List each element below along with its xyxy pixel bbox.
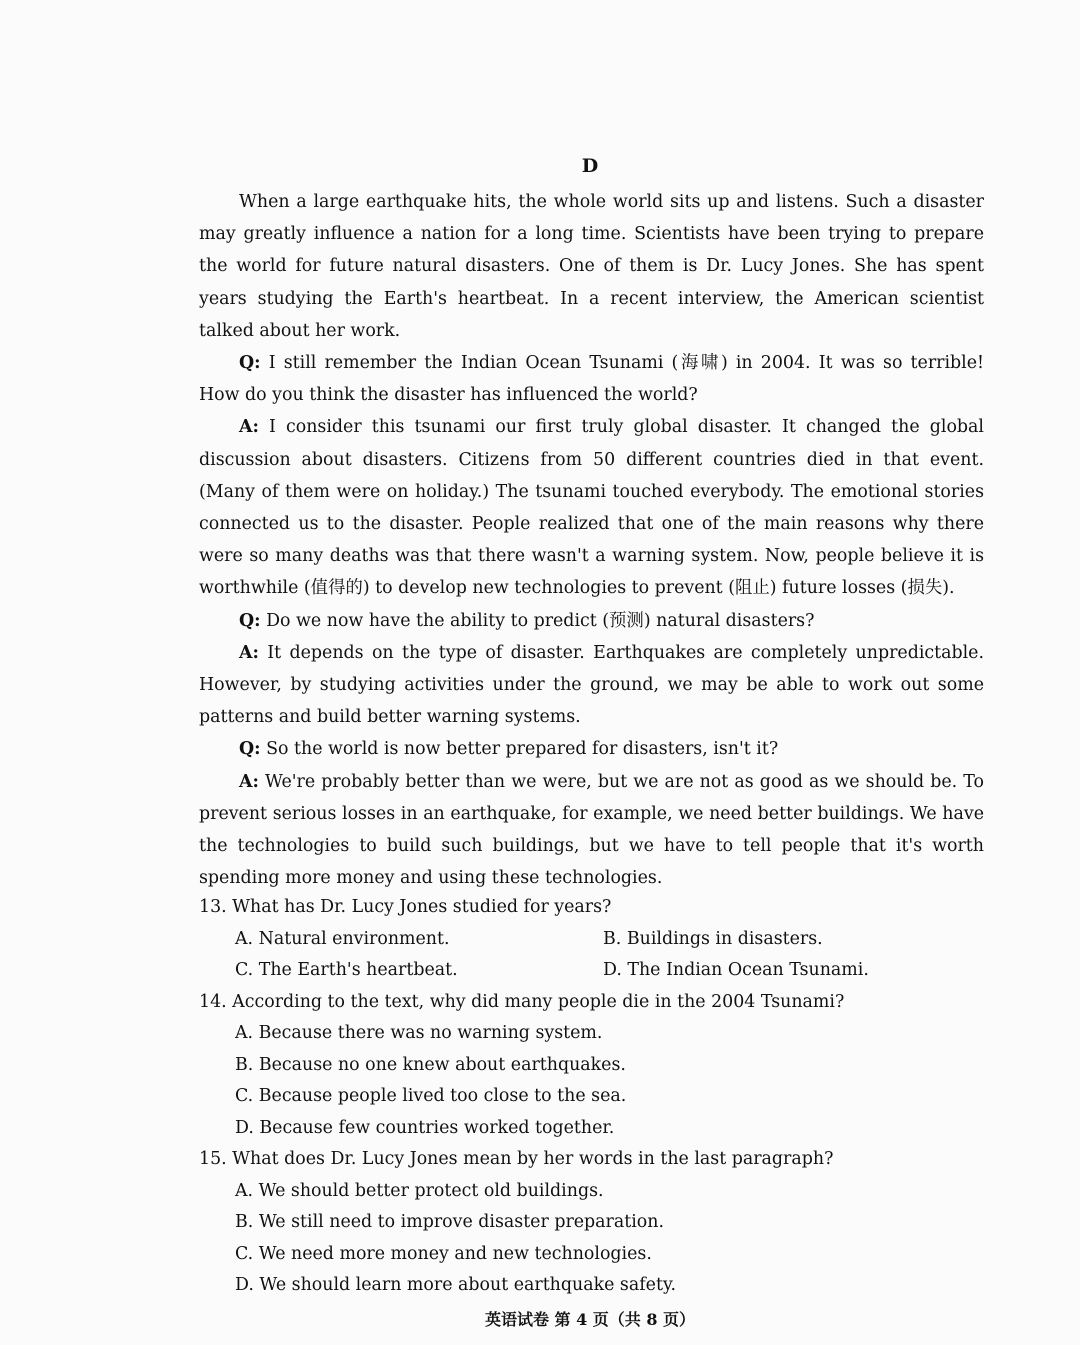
- option-d: D. The Indian Ocean Tsunami.: [603, 960, 869, 980]
- option-c: C. Because people lived too close to the sea.: [235, 1086, 627, 1106]
- option-c: C. The Earth's heartbeat.: [235, 960, 458, 980]
- dialogue-text: We're probably better than we were, but we are not as good as we should be. To prevent serious losses in an earthquake, for example, we need better buildings. We have the technologies to build such buildings, but we have to tell people that it's worth spending more money and using these technologies.: [199, 771, 984, 889]
- speaker-label: A:: [239, 417, 259, 438]
- dialogue-question: [199, 605, 984, 637]
- option-a: A. Natural environment.: [235, 928, 450, 949]
- question-14: [199, 987, 984, 1145]
- section-title: D: [581, 155, 599, 177]
- dialogue-answer: [199, 766, 984, 895]
- option-a: A. We should better protect old buildings.: [235, 1180, 604, 1201]
- option-list: [199, 1018, 984, 1144]
- dialogue-answer: [199, 637, 984, 734]
- dialogue-text: I consider this tsunami our first truly global disaster. It changed the global discussion about disasters. Citizens from 50 different countries died in that event. (Many of them were on holiday.) The tsunami touched everybody. The emotional stories connected us to the disaster. People realized that one of the main reasons why there were so many deaths was that there wasn't a warning system. Now, people believe it is worthwhile (值得的) to develop new technologies to prevent (阻止) future losses (损失).: [199, 417, 984, 599]
- page-footer: 英语试卷 第 4 页（共 8 页）: [484, 1310, 696, 1329]
- question-13: [199, 892, 984, 987]
- speaker-label: A:: [239, 771, 259, 792]
- option-b: B. We still need to improve disaster preparation.: [235, 1212, 664, 1232]
- speaker-label: Q:: [239, 610, 261, 631]
- question-list: [199, 892, 984, 1302]
- option-d: D. Because few countries worked together.: [235, 1117, 615, 1138]
- speaker-label: Q:: [239, 353, 261, 374]
- speaker-label: A:: [239, 642, 259, 663]
- option-list: [199, 1176, 984, 1302]
- option-a: A. Because there was no warning system.: [235, 1023, 603, 1043]
- option-b: B. Buildings in disasters.: [603, 928, 823, 949]
- reading-passage: [199, 186, 984, 894]
- dialogue-text: So the world is now better prepared for disasters, isn't it?: [260, 739, 779, 760]
- dialogue-text: Do we now have the ability to predict (预测) natural disasters?: [260, 610, 815, 631]
- option-list: [199, 924, 984, 987]
- option-d: D. We should learn more about earthquake safety.: [235, 1275, 676, 1295]
- dialogue-question: [199, 733, 984, 765]
- dialogue-answer: [199, 411, 984, 604]
- question-15: [199, 1144, 984, 1302]
- question-stem: 14. According to the text, why did many people die in the 2004 Tsunami?: [199, 991, 845, 1012]
- question-stem: 15. What does Dr. Lucy Jones mean by her words in the last paragraph?: [199, 1149, 834, 1169]
- passage-intro: When a large earthquake hits, the whole world sits up and listens. Such a disaster may greatly influence a nation for a long time. Scientists have been trying to prepare the world for future natural disasters. One of them is Dr. Lucy Jones. She has spent years studying the Earth's heartbeat. In a recent interview, the American scientist talked about her work.: [199, 192, 984, 341]
- dialogue-question: [199, 347, 984, 411]
- option-b: B. Because no one knew about earthquakes.: [235, 1054, 626, 1075]
- option-c: C. We need more money and new technologies.: [235, 1243, 652, 1264]
- question-stem: 13. What has Dr. Lucy Jones studied for years?: [199, 897, 612, 917]
- speaker-label: Q:: [239, 739, 261, 760]
- dialogue-text: I still remember the Indian Ocean Tsunami (海啸) in 2004. It was so terrible! How do you think the disaster has influenced the world?: [199, 353, 984, 406]
- dialogue-text: It depends on the type of disaster. Earthquakes are completely unpredictable. However, by studying activities under the ground, we may be able to work out some patterns and build better warning systems.: [199, 642, 984, 728]
